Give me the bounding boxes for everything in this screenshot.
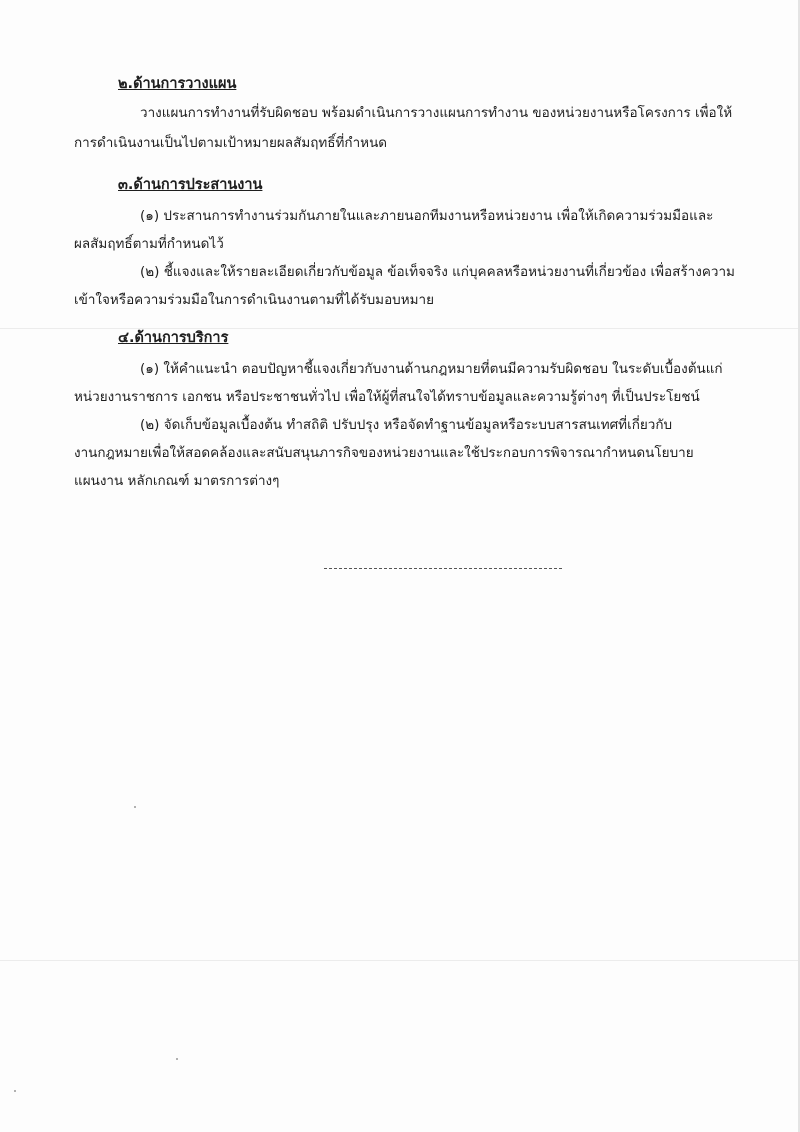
paragraph-line: งานกฎหมายเพื่อให้สอดคล้องและสนับสนุนภารกิจของหน่วยงานและใช้ประกอบการพิจารณากำหนดนโยบาย [74, 445, 694, 461]
paragraph-line: (๒) จัดเก็บข้อมูลเบื้องต้น ทำสถิติ ปรับปรุง หรือจัดทำฐานข้อมูลหรือระบบสารสนเทศที่เกี่ยวกับ [140, 417, 673, 433]
paragraph-line: หน่วยงานราชการ เอกชน หรือประชาชนทั่วไป เพื่อให้ผู้ที่สนใจได้ทราบข้อมูลและความรู้ต่างๆ ที่เป็นประโยชน์ [74, 389, 700, 405]
paragraph-line: การดำเนินงานเป็นไปตามเป้าหมายผลสัมฤทธิ์ที่กำหนด [74, 135, 388, 151]
paragraph-line: วางแผนการทำงานที่รับผิดชอบ พร้อมดำเนินการวางแผนการทำงาน ของหน่วยงานหรือโครงการ เพื่อให้ [140, 105, 733, 121]
scan-speck [14, 1090, 16, 1092]
heading-service: ๔.ด้านการบริการ [118, 330, 229, 346]
heading-planning: ๒.ด้านการวางแผน [118, 76, 237, 92]
end-separator [324, 568, 562, 569]
paragraph-line: แผนงาน หลักเกณฑ์ มาตรการต่างๆ [74, 473, 280, 489]
scan-artifact-line [0, 960, 800, 961]
paragraph-line: เข้าใจหรือความร่วมมือในการดำเนินงานตามที่ได้รับมอบหมาย [74, 292, 435, 308]
paragraph-line: (๑) ให้คำแนะนำ ตอบปัญหาชี้แจงเกี่ยวกับงานด้านกฎหมายที่ตนมีความรับผิดชอบ ในระดับเบื้องต้นแก่ [140, 361, 723, 377]
scan-speck [176, 1058, 178, 1060]
heading-coordination: ๓.ด้านการประสานงาน [118, 177, 263, 193]
paragraph-line: (๑) ประสานการทำงานร่วมกันภายในและภายนอกทีมงานหรือหน่วยงาน เพื่อให้เกิดความร่วมมือและ [140, 208, 714, 224]
paragraph-line: ผลสัมฤทธิ์ตามที่กำหนดไว้ [74, 236, 224, 252]
paragraph-line: (๒) ชี้แจงและให้รายละเอียดเกี่ยวกับข้อมูล ข้อเท็จจริง แก่บุคคลหรือหน่วยงานที่เกี่ยวข้อง เพื่อสร้างความ [140, 264, 735, 280]
scan-speck [134, 806, 136, 808]
